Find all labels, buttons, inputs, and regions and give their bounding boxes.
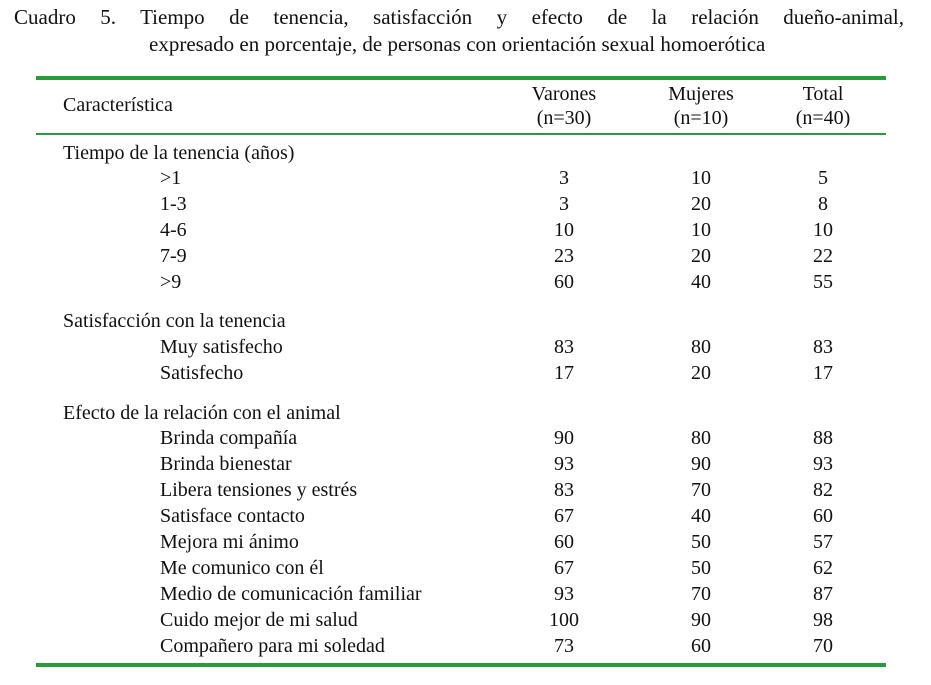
header-varones-n: (n=30) (536, 107, 592, 129)
cell-mujeres: 80 (691, 336, 711, 358)
cell-mujeres: 70 (691, 479, 711, 501)
header-mujeres (641, 82, 761, 130)
cell-mujeres: 60 (691, 635, 711, 657)
header-varones-label: Varones (531, 83, 597, 105)
cell-varones: 73 (554, 635, 574, 657)
header-rule (36, 133, 886, 135)
row-label: 7-9 (160, 245, 187, 267)
cell-varones: 17 (554, 362, 574, 384)
cell-total: 70 (813, 635, 833, 657)
cell-mujeres: 90 (691, 453, 711, 475)
cell-total: 17 (813, 362, 833, 384)
cell-varones: 100 (549, 609, 579, 631)
cell-mujeres: 40 (691, 271, 711, 293)
cell-varones: 83 (554, 336, 574, 358)
cell-mujeres: 50 (691, 531, 711, 553)
row-label: Muy satisfecho (160, 336, 283, 358)
cell-varones: 3 (559, 193, 569, 215)
cell-varones: 93 (554, 453, 574, 475)
row-label: >9 (160, 271, 182, 293)
bottom-rule (36, 663, 886, 667)
cell-varones: 83 (554, 479, 574, 501)
header-mujeres-n: (n=10) (673, 107, 729, 129)
cell-mujeres: 80 (691, 427, 711, 449)
section-heading: Satisfacción con la tenencia (63, 310, 286, 332)
cell-total: 87 (813, 583, 833, 605)
cell-varones: 60 (554, 531, 574, 553)
cell-total: 8 (818, 193, 828, 215)
cell-total: 88 (813, 427, 833, 449)
row-label: Me comunico con él (160, 557, 324, 579)
row-label: Mejora mi ánimo (160, 531, 299, 553)
row-label: Medio de comunicación familiar (160, 583, 422, 605)
header-total-label: Total (802, 83, 844, 105)
cell-varones: 23 (554, 245, 574, 267)
cell-varones: 60 (554, 271, 574, 293)
row-label: Brinda compañía (160, 427, 298, 449)
cell-total: 93 (813, 453, 833, 475)
cell-total: 22 (813, 245, 833, 267)
cell-varones: 67 (554, 557, 574, 579)
cell-varones: 90 (554, 427, 574, 449)
row-label: Brinda bienestar (160, 453, 292, 475)
cell-mujeres: 20 (691, 193, 711, 215)
row-label: Libera tensiones y estrés (160, 479, 358, 501)
row-label: >1 (160, 167, 182, 189)
row-label: Satisface contacto (160, 505, 305, 527)
cell-mujeres: 50 (691, 557, 711, 579)
cell-total: 82 (813, 479, 833, 501)
row-label: Satisfecho (160, 362, 244, 384)
cell-total: 57 (813, 531, 833, 553)
cell-varones: 3 (559, 167, 569, 189)
header-total-n: (n=40) (795, 107, 851, 129)
cell-mujeres: 20 (691, 362, 711, 384)
cell-varones: 10 (554, 219, 574, 241)
caption-line-2: expresado en porcentaje, de personas con orientación sexual homoerótica (149, 32, 766, 56)
cell-varones: 67 (554, 505, 574, 527)
section-heading: Tiempo de la tenencia (años) (63, 142, 295, 164)
cell-total: 5 (818, 167, 828, 189)
cell-total: 98 (813, 609, 833, 631)
row-label: 1-3 (160, 193, 187, 215)
section-heading: Efecto de la relación con el animal (63, 402, 341, 424)
cell-mujeres: 20 (691, 245, 711, 267)
cell-total: 62 (813, 557, 833, 579)
header-varones (504, 82, 624, 130)
row-label: Compañero para mi soledad (160, 635, 385, 657)
cell-mujeres: 70 (691, 583, 711, 605)
header-mujeres-label: Mujeres (668, 83, 734, 105)
header-total (763, 82, 883, 130)
cell-total: 83 (813, 336, 833, 358)
cell-mujeres: 90 (691, 609, 711, 631)
cell-total: 55 (813, 271, 833, 293)
caption-line-1: Cuadro 5. Tiempo de tenencia, satisfacción y efecto de la relación dueño-animal, (14, 5, 904, 29)
top-rule (36, 76, 886, 80)
cell-varones: 93 (554, 583, 574, 605)
cell-mujeres: 10 (691, 219, 711, 241)
cell-total: 10 (813, 219, 833, 241)
header-caracteristica: Característica (63, 94, 173, 116)
row-label: Cuido mejor de mi salud (160, 609, 358, 631)
cell-total: 60 (813, 505, 833, 527)
cell-mujeres: 40 (691, 505, 711, 527)
cell-mujeres: 10 (691, 167, 711, 189)
row-label: 4-6 (160, 219, 187, 241)
table-caption (14, 4, 904, 58)
